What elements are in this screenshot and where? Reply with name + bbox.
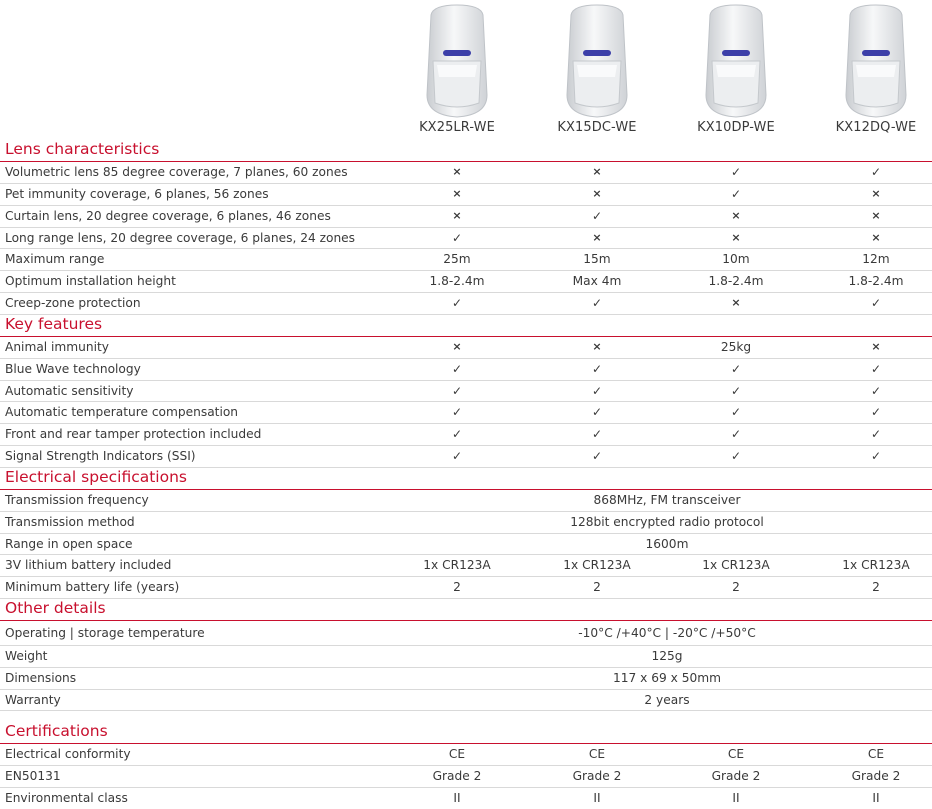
spec-row bbox=[0, 359, 932, 381]
product-kx25lr bbox=[387, 0, 527, 140]
spec-row bbox=[0, 446, 932, 468]
spec-value: II bbox=[593, 791, 601, 806]
check-icon: ✓ bbox=[591, 361, 603, 376]
spec-value: 1x CR123A bbox=[702, 558, 770, 573]
cross-icon: × bbox=[871, 339, 881, 353]
product-kx15dc bbox=[527, 0, 667, 140]
check-icon: ✓ bbox=[451, 295, 463, 310]
spec-value: 25m bbox=[443, 252, 471, 267]
section-title: Lens characteristics bbox=[5, 140, 160, 158]
spec-value: 2 bbox=[453, 580, 461, 595]
product-kx10dp bbox=[666, 0, 806, 140]
spec-value: 2 bbox=[593, 580, 601, 595]
spec-row bbox=[0, 337, 932, 359]
section-title: Key features bbox=[5, 314, 103, 333]
spec-row bbox=[0, 402, 932, 424]
motion-detector-icon bbox=[423, 3, 491, 119]
spec-value: 12m bbox=[862, 252, 890, 267]
section-title: Certifications bbox=[5, 722, 108, 741]
cross-icon: × bbox=[731, 230, 741, 244]
spec-row bbox=[0, 228, 932, 250]
spec-value-shared: 2 years bbox=[644, 692, 690, 707]
spec-row bbox=[0, 424, 932, 446]
check-icon: ✓ bbox=[591, 405, 603, 420]
spec-label: Minimum battery life (years) bbox=[5, 580, 180, 595]
spec-value: CE bbox=[448, 747, 466, 762]
spec-label: Transmission frequency bbox=[5, 492, 149, 507]
spec-value: Grade 2 bbox=[572, 769, 622, 784]
check-icon: ✓ bbox=[870, 405, 882, 420]
cross-icon: × bbox=[871, 208, 881, 222]
cross-icon: × bbox=[592, 339, 602, 353]
check-icon: ✓ bbox=[870, 165, 882, 180]
spec-table bbox=[0, 140, 932, 809]
check-icon: ✓ bbox=[730, 427, 742, 442]
product-name: KX10DP-WE bbox=[697, 120, 775, 135]
check-icon: ✓ bbox=[730, 165, 742, 180]
spec-row bbox=[0, 512, 932, 534]
section-title: Electrical specifications bbox=[5, 467, 187, 486]
spec-value: 1x CR123A bbox=[842, 558, 910, 573]
cross-icon: × bbox=[592, 186, 602, 200]
product-name: KX12DQ-WE bbox=[835, 120, 917, 135]
spec-value: II bbox=[732, 791, 740, 806]
section-header bbox=[0, 468, 932, 490]
check-icon: ✓ bbox=[870, 448, 882, 463]
check-icon: ✓ bbox=[870, 361, 882, 376]
spec-value: 1.8-2.4m bbox=[848, 274, 904, 289]
spec-label: Pet immunity coverage, 6 planes, 56 zones bbox=[5, 186, 269, 201]
check-icon: ✓ bbox=[591, 427, 603, 442]
spec-label: Transmission method bbox=[5, 514, 135, 529]
spec-row bbox=[0, 271, 932, 293]
spec-label: Automatic sensitivity bbox=[5, 383, 134, 398]
cross-icon: × bbox=[871, 186, 881, 200]
check-icon: ✓ bbox=[730, 405, 742, 420]
section-header bbox=[0, 315, 932, 337]
spec-label: Automatic temperature compensation bbox=[5, 405, 239, 420]
spec-label: Creep-zone protection bbox=[5, 295, 141, 310]
spec-label: Operating | storage temperature bbox=[5, 626, 205, 641]
spec-value: 10m bbox=[722, 252, 750, 267]
spec-row bbox=[0, 766, 932, 788]
spec-row bbox=[0, 293, 932, 315]
cross-icon: × bbox=[731, 295, 741, 309]
spec-label: Warranty bbox=[5, 692, 61, 707]
motion-detector-icon bbox=[702, 3, 770, 119]
spec-label: Signal Strength Indicators (SSI) bbox=[5, 448, 196, 463]
spec-row bbox=[0, 184, 932, 206]
spec-label: Range in open space bbox=[5, 536, 133, 551]
section-header bbox=[0, 711, 932, 744]
product-kx12dq bbox=[806, 0, 932, 140]
spec-value: 25kg bbox=[720, 339, 752, 354]
spec-value: CE bbox=[588, 747, 606, 762]
spec-value: II bbox=[453, 791, 461, 806]
spec-value: 1.8-2.4m bbox=[429, 274, 485, 289]
product-header bbox=[0, 0, 932, 140]
spec-label: Weight bbox=[5, 649, 48, 664]
spec-value: 15m bbox=[583, 252, 611, 267]
spec-label: Long range lens, 20 degree coverage, 6 planes, 24 zones bbox=[5, 230, 356, 245]
check-icon: ✓ bbox=[451, 427, 463, 442]
spec-label: Maximum range bbox=[5, 252, 105, 267]
check-icon: ✓ bbox=[870, 383, 882, 398]
spec-value: Grade 2 bbox=[851, 769, 901, 784]
cross-icon: × bbox=[452, 165, 462, 179]
spec-row bbox=[0, 162, 932, 184]
check-icon: ✓ bbox=[451, 230, 463, 245]
spec-value-shared: 125g bbox=[651, 649, 683, 664]
spec-label: Dimensions bbox=[5, 670, 77, 685]
check-icon: ✓ bbox=[591, 448, 603, 463]
check-icon: ✓ bbox=[591, 208, 603, 223]
product-name: KX15DC-WE bbox=[557, 120, 637, 135]
section-header bbox=[0, 140, 932, 162]
cross-icon: × bbox=[452, 208, 462, 222]
spec-label: Curtain lens, 20 degree coverage, 6 planes, 46 zones bbox=[5, 208, 331, 223]
spec-value: Grade 2 bbox=[432, 769, 482, 784]
check-icon: ✓ bbox=[730, 361, 742, 376]
spec-row bbox=[0, 555, 932, 577]
spec-value: Grade 2 bbox=[711, 769, 761, 784]
spec-value: CE bbox=[727, 747, 745, 762]
check-icon: ✓ bbox=[730, 448, 742, 463]
spec-label: Environmental class bbox=[5, 791, 128, 806]
check-icon: ✓ bbox=[591, 383, 603, 398]
spec-value: Max 4m bbox=[572, 274, 622, 289]
product-name: KX25LR-WE bbox=[419, 120, 495, 135]
motion-detector-icon bbox=[563, 3, 631, 119]
check-icon: ✓ bbox=[451, 383, 463, 398]
spec-value: CE bbox=[867, 747, 885, 762]
check-icon: ✓ bbox=[730, 383, 742, 398]
check-icon: ✓ bbox=[870, 427, 882, 442]
cross-icon: × bbox=[731, 208, 741, 222]
spec-value-shared: -10°C /+40°C | -20°C /+50°C bbox=[578, 626, 756, 641]
check-icon: ✓ bbox=[451, 361, 463, 376]
cross-icon: × bbox=[871, 230, 881, 244]
spec-value-shared: 117 x 69 x 50mm bbox=[613, 670, 721, 685]
spec-row bbox=[0, 249, 932, 271]
check-icon: ✓ bbox=[730, 186, 742, 201]
motion-detector-icon bbox=[842, 3, 910, 119]
spec-row bbox=[0, 788, 932, 809]
spec-value: 2 bbox=[732, 580, 740, 595]
check-icon: ✓ bbox=[591, 295, 603, 310]
spec-row bbox=[0, 621, 932, 646]
spec-value: 1x CR123A bbox=[563, 558, 631, 573]
cross-icon: × bbox=[592, 165, 602, 179]
check-icon: ✓ bbox=[870, 295, 882, 310]
spec-row bbox=[0, 646, 932, 668]
spec-label: Volumetric lens 85 degree coverage, 7 planes, 60 zones bbox=[5, 165, 348, 180]
spec-row bbox=[0, 534, 932, 556]
spec-label: Electrical conformity bbox=[5, 747, 131, 762]
spec-label: 3V lithium battery included bbox=[5, 558, 172, 573]
spec-row bbox=[0, 690, 932, 712]
spec-label: Front and rear tamper protection included bbox=[5, 427, 262, 442]
section-title: Other details bbox=[5, 598, 106, 617]
cross-icon: × bbox=[592, 230, 602, 244]
spec-value-shared: 868MHz, FM transceiver bbox=[593, 492, 741, 507]
spec-row bbox=[0, 744, 932, 766]
spec-row bbox=[0, 490, 932, 512]
cross-icon: × bbox=[452, 186, 462, 200]
check-icon: ✓ bbox=[451, 405, 463, 420]
spec-row bbox=[0, 381, 932, 403]
spec-label: Optimum installation height bbox=[5, 274, 176, 289]
spec-value-shared: 128bit encrypted radio protocol bbox=[570, 514, 764, 529]
spec-value: 1x CR123A bbox=[423, 558, 491, 573]
spec-label: EN50131 bbox=[5, 769, 61, 784]
section-header bbox=[0, 599, 932, 621]
spec-row bbox=[0, 577, 932, 599]
spec-value-shared: 1600m bbox=[645, 536, 689, 551]
spec-value: 2 bbox=[872, 580, 880, 595]
spec-label: Animal immunity bbox=[5, 339, 110, 354]
check-icon: ✓ bbox=[451, 448, 463, 463]
cross-icon: × bbox=[452, 339, 462, 353]
spec-value: 1.8-2.4m bbox=[708, 274, 764, 289]
spec-row bbox=[0, 206, 932, 228]
spec-row bbox=[0, 668, 932, 690]
spec-label: Blue Wave technology bbox=[5, 361, 141, 376]
spec-value: II bbox=[872, 791, 880, 806]
